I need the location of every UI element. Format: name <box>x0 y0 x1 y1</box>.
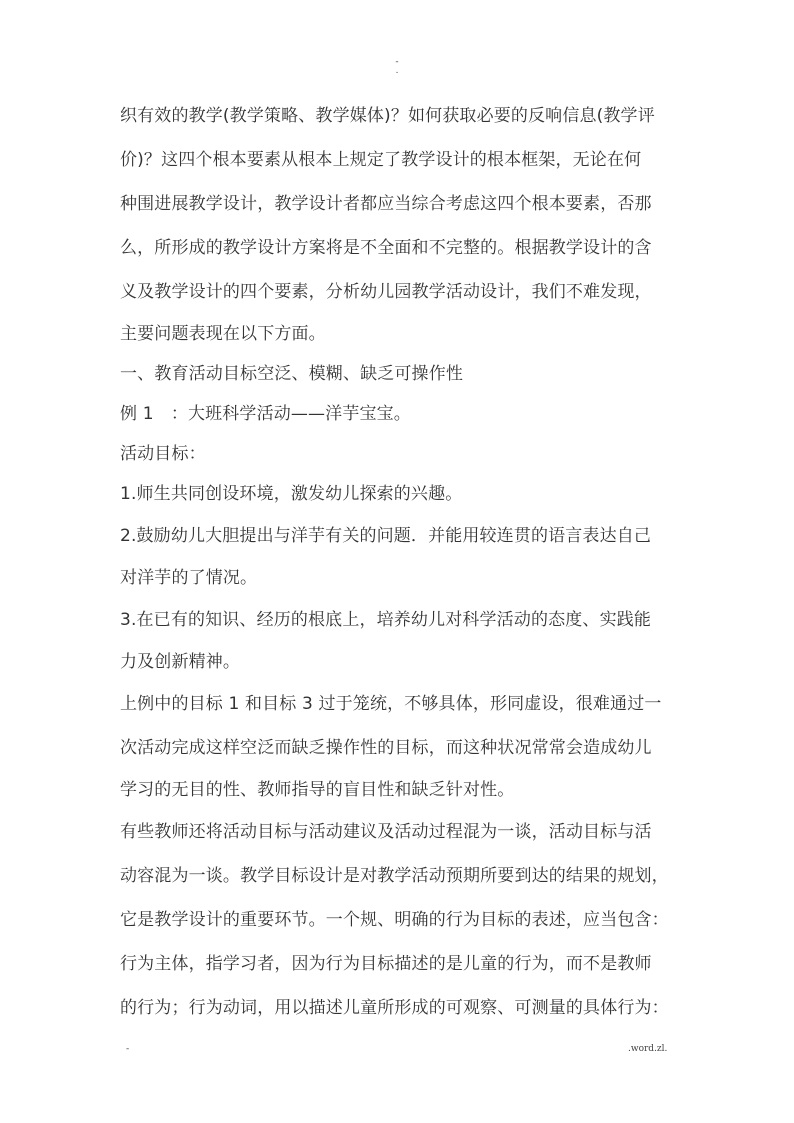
paragraph-discussion <box>120 810 680 1030</box>
text-line: 主要问题表现在以下方面。 <box>120 324 326 344</box>
text-line: 的行为；行为动词，用以描述儿童所形成的可观察、可测量的具体行为： <box>120 998 669 1018</box>
page-header-mark <box>380 58 414 76</box>
text-line: 么，所形成的教学设计方案将是不全面和不完整的。根据教学设计的含 <box>120 238 652 258</box>
text-line: 行为主体，指学习者，因为行为目标描述的是儿童的行为，而不是教师 <box>120 954 652 974</box>
text-line: 学习的无目的性、教师指导的盲目性和缺乏针对性。 <box>120 780 515 800</box>
objective-3 <box>120 598 680 682</box>
text-line: 上例中的目标 1 和目标 3 过于笼统，不够具体，形同虚设，很难通过一 <box>120 694 662 714</box>
text-line: 力及创新精神。 <box>120 652 241 672</box>
text-line: 3.在已有的知识、经历的根底上，培养幼儿对科学活动的态度、实践能 <box>120 610 652 630</box>
text-line: 活动目标： <box>120 444 206 464</box>
text-line: 织有效的教学(教学策略、教学媒体)？如何获取必要的反响信息(教学评 <box>120 106 655 126</box>
text-line: 义及教学设计的四个要素，分析幼儿园教学活动设计，我们不难发现， <box>120 282 652 302</box>
text-line: 1.师生共同创设环境，激发幼儿探索的兴趣。 <box>120 484 463 504</box>
footer-right-mark: .word.zl. <box>628 1044 668 1054</box>
text-line: 一、教育活动目标空泛、模糊、缺乏可操作性 <box>120 364 463 384</box>
document-body <box>120 94 680 1030</box>
text-line: 次活动完成这样空泛而缺乏操作性的目标，而这种状况常常会造成幼儿 <box>120 738 652 758</box>
text-line: 例 1 ：大班科学活动——洋芋宝宝。 <box>120 404 411 424</box>
text-line: 对洋芋的了情况。 <box>120 568 258 588</box>
text-line: 它是教学设计的重要环节。一个规、明确的行为目标的表述，应当包含： <box>120 910 669 930</box>
text-line: 种围进展教学设计，教学设计者都应当综合考虑这四个根本要素，否那 <box>120 194 652 214</box>
objective-2 <box>120 514 680 598</box>
text-line: 动容混为一谈。教学目标设计是对教学活动预期所要到达的结果的规划， <box>120 866 669 886</box>
header-mark-text: - . <box>395 57 399 76</box>
paragraph-analysis <box>120 682 680 810</box>
section-heading <box>120 354 680 394</box>
objectives-label <box>120 434 680 474</box>
objective-1 <box>120 474 680 514</box>
example-title <box>120 394 680 434</box>
paragraph-intro <box>120 94 680 354</box>
text-line: 2.鼓励幼儿大胆提出与洋芋有关的问题．并能用较连贯的语言表达自己 <box>120 526 652 546</box>
text-line: 价)？这四个根本要素从根本上规定了教学设计的根本框架，无论在何 <box>120 150 642 170</box>
text-line: 有些教师还将活动目标与活动建议及活动过程混为一谈，活动目标与活 <box>120 822 652 842</box>
footer-left-mark: - <box>126 1044 130 1054</box>
